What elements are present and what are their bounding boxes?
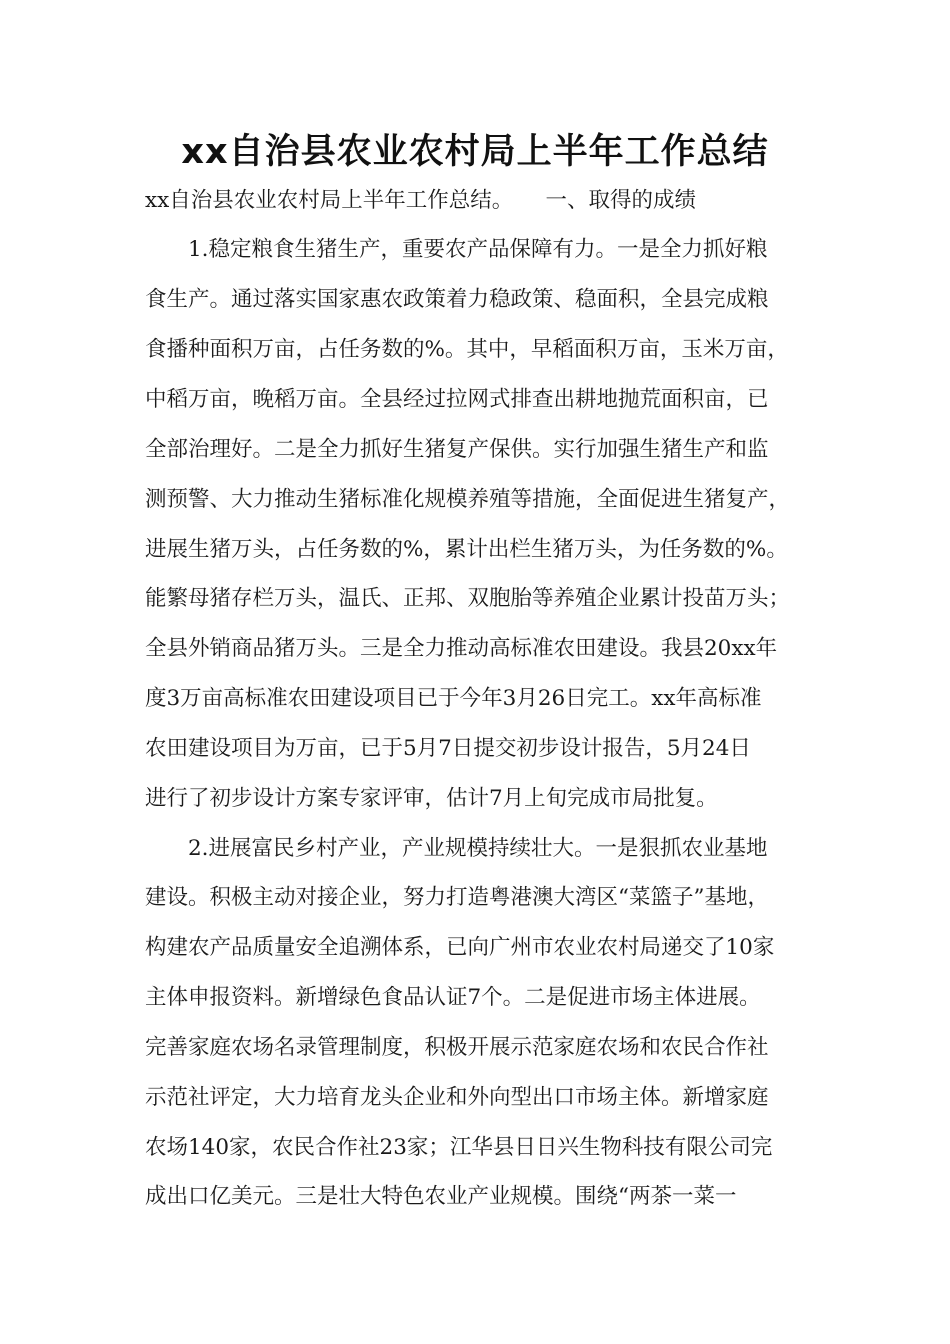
text-line: 2.进展富民乡村产业，产业规模持续壮大。一是狠抓农业基地 — [145, 836, 768, 861]
text-line: 食生产。通过落实国家惠农政策着力稳政策、稳面积，全县完成粮 — [145, 287, 769, 312]
text-line: 全部治理好。二是全力抓好生猪复产保供。实行加强生猪生产和监 — [145, 437, 769, 462]
text-line: 中稻万亩，晚稻万亩。全县经过拉网式排查出耕地抛荒面积亩，已 — [145, 387, 769, 412]
text-line: 建设。积极主动对接企业，努力打造粤港澳大湾区“菜篮子”基地， — [145, 885, 769, 910]
text-line: 主体申报资料。新增绿色食品认证7个。二是促进市场主体进展。 — [145, 985, 761, 1010]
text-line: xx自治县农业农村局上半年工作总结。 一、取得的成绩 — [145, 188, 697, 213]
text-line: 构建农产品质量安全追溯体系，已向广州市农业农村局递交了10家 — [145, 935, 775, 960]
document-title: xx自治县农业农村局上半年工作总结 — [181, 132, 769, 172]
text-line: 农田建设项目为万亩，已于5月7日提交初步设计报告，5月24日 — [145, 736, 751, 761]
text-line: 能繁母猪存栏万头，温氏、正邦、双胞胎等养殖企业累计投苗万头； — [145, 586, 791, 611]
text-line: 农场140家，农民合作社23家；江华县日日兴生物科技有限公司完 — [145, 1135, 773, 1160]
text-line: 示范社评定，大力培育龙头企业和外向型出口市场主体。新增家庭 — [145, 1085, 769, 1110]
text-line: 全县外销商品猪万头。三是全力推动高标准农田建设。我县20xx年 — [145, 636, 778, 661]
text-line: 测预警、大力推动生猪标准化规模养殖等措施，全面促进生猪复产， — [145, 487, 791, 512]
text-line: 1.稳定粮食生猪生产，重要农产品保障有力。一是全力抓好粮 — [145, 237, 768, 262]
text-line: 度3万亩高标准农田建设项目已于今年3月26日完工。xx年高标准 — [145, 686, 762, 711]
text-line: 进行了初步设计方案专家评审，估计7月上旬完成市局批复。 — [145, 786, 718, 811]
text-line: 成出口亿美元。三是壮大特色农业产业规模。围绕“两茶一菜一 — [145, 1184, 737, 1209]
text-line: 食播种面积万亩，占任务数的%。其中，早稻面积万亩，玉米万亩， — [145, 337, 789, 362]
text-line: 进展生猪万头，占任务数的%，累计出栏生猪万头，为任务数的%。 — [145, 537, 788, 562]
text-line: 完善家庭农场名录管理制度，积极开展示范家庭农场和农民合作社 — [145, 1035, 769, 1060]
